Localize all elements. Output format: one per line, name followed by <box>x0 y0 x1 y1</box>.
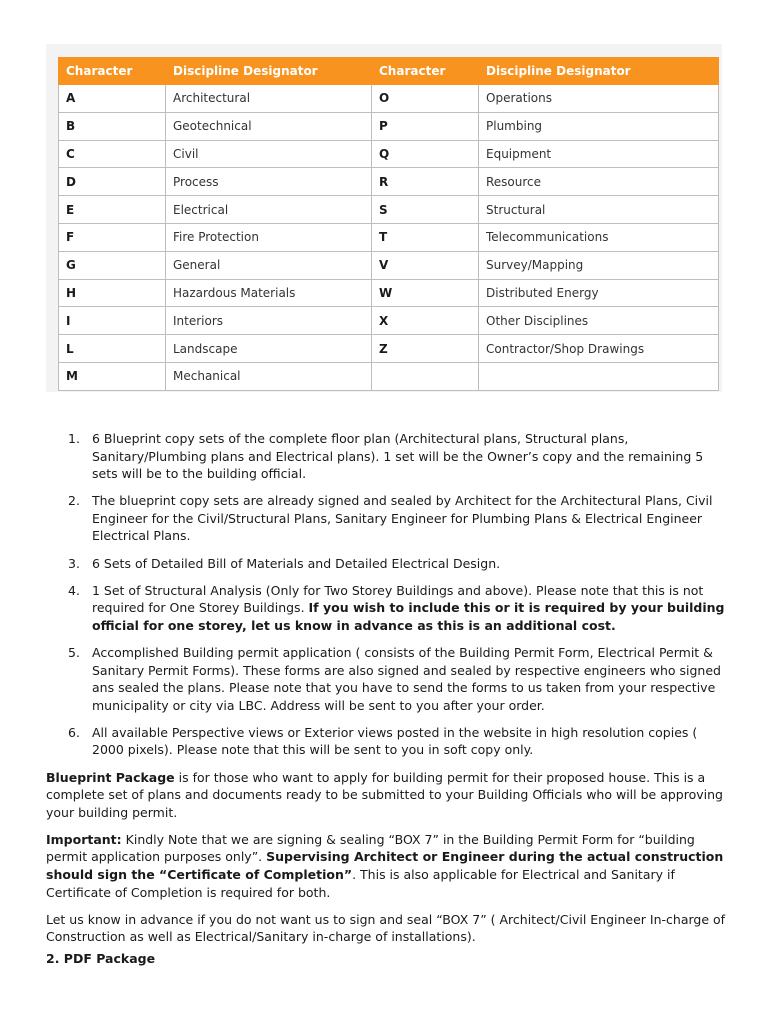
discipline-cell: Landscape <box>166 335 372 363</box>
list-item <box>46 582 726 635</box>
character-cell: E <box>59 196 166 224</box>
important-bold: Supervising Architect or Engineer during the actual construction should sign the “Certificate of Completion” <box>46 849 724 882</box>
list-item-text: 1 Set of Structural Analysis (Only for Two Storey Buildings and above). Please note that this is not required for One Storey Buildings. <box>92 582 704 616</box>
list-item <box>46 555 726 573</box>
discipline-cell: Other Disciplines <box>479 307 719 335</box>
character-cell: C <box>59 140 166 168</box>
character-cell: P <box>372 112 479 140</box>
discipline-cell: Architectural <box>166 85 372 113</box>
discipline-cell: Fire Protection <box>166 223 372 251</box>
table-row <box>59 335 719 363</box>
discipline-cell: Plumbing <box>479 112 719 140</box>
character-cell <box>372 362 479 390</box>
discipline-cell: Resource <box>479 168 719 196</box>
character-cell: L <box>59 335 166 363</box>
character-cell: X <box>372 307 479 335</box>
character-cell: M <box>59 362 166 390</box>
discipline-cell: Interiors <box>166 307 372 335</box>
character-cell: T <box>372 223 479 251</box>
discipline-cell: Distributed Energy <box>479 279 719 307</box>
character-cell: V <box>372 251 479 279</box>
table-row <box>59 85 719 113</box>
character-cell: S <box>372 196 479 224</box>
discipline-cell: Electrical <box>166 196 372 224</box>
list-item-text: 6 Sets of Detailed Bill of Materials and Detailed Electrical Design. <box>92 555 501 571</box>
list-item-text: All available Perspective views or Exterior views posted in the website in high resolution copies ( 2000 pixels). Please note that this will be sent to you in soft copy only. <box>92 724 698 758</box>
character-cell: D <box>59 168 166 196</box>
discipline-cell: General <box>166 251 372 279</box>
table-row <box>59 279 719 307</box>
character-cell: B <box>59 112 166 140</box>
discipline-cell: Mechanical <box>166 362 372 390</box>
list-item-number: 3. <box>68 555 80 571</box>
list-item-text: Accomplished Building permit application ( consists of the Building Permit Form, Electrical Permit & Sanitary Permit Forms). These forms are also signed and sealed by respective engineers who signed ans sealed the plans. Please note that you have to send the forms to us taken from your respective municipality or city via LBC. Address will be sent to you after your order. <box>92 644 721 713</box>
document-body <box>46 430 726 955</box>
character-cell: Q <box>372 140 479 168</box>
header-character-1: Character <box>59 58 166 85</box>
character-cell: R <box>372 168 479 196</box>
list-item-number: 2. <box>68 493 80 509</box>
list-item <box>46 492 726 545</box>
header-discipline-1: Discipline Designator <box>166 58 372 85</box>
discipline-cell: Survey/Mapping <box>479 251 719 279</box>
list-item-text: The blueprint copy sets are already signed and sealed by Architect for the Architectural Plans, Civil Engineer for the Civil/Structural Plans, Sanitary Engineer for Plumbing Plans & Electrical Engineer Electrical Plans. <box>92 493 713 544</box>
table-header-row <box>59 58 719 85</box>
table-row <box>59 140 719 168</box>
list-item <box>46 644 726 714</box>
list-item <box>46 724 726 759</box>
discipline-cell: Structural <box>479 196 719 224</box>
character-cell: F <box>59 223 166 251</box>
character-cell: I <box>59 307 166 335</box>
important-text: Kindly Note that we are signing & sealing “BOX 7” in the Building Permit Form for “building permit application purposes only”. <box>46 831 695 865</box>
list-item-number: 4. <box>68 582 80 598</box>
important-paragraph <box>46 831 726 901</box>
list-item-number: 1. <box>68 431 80 446</box>
discipline-cell: Civil <box>166 140 372 168</box>
important-lead: Important: <box>46 831 122 847</box>
discipline-cell: Contractor/Shop Drawings <box>479 335 719 363</box>
pdf-package-heading: 2. PDF Package <box>46 951 156 966</box>
character-cell: H <box>59 279 166 307</box>
list-item-number: 6. <box>68 724 80 740</box>
blueprint-paragraph <box>46 769 726 822</box>
discipline-cell: Process <box>166 168 372 196</box>
header-discipline-2: Discipline Designator <box>479 58 719 85</box>
table-row <box>59 196 719 224</box>
blueprint-lead: Blueprint Package <box>46 769 175 785</box>
list-item-text: 6 Blueprint copy sets of the complete floor plan (Architectural plans, Structural plans, Sanitary/Plumbing plans and Electrical plans). 1 set will be the Owner’s copy and the remaining 5 sets will be to the building official. <box>92 431 704 482</box>
table-row <box>59 168 719 196</box>
discipline-cell <box>479 362 719 390</box>
discipline-cell: Telecommunications <box>479 223 719 251</box>
blueprint-text: is for those who want to apply for building permit for their proposed house. This is a complete set of plans and documents ready to be submitted to your Building Officials who will be approving your building permit. <box>46 769 723 820</box>
table-row <box>59 251 719 279</box>
discipline-cell: Hazardous Materials <box>166 279 372 307</box>
header-character-2: Character <box>372 58 479 85</box>
discipline-cell: Operations <box>479 85 719 113</box>
character-cell: W <box>372 279 479 307</box>
character-cell: G <box>59 251 166 279</box>
discipline-designator-table <box>58 57 719 391</box>
character-cell: O <box>372 85 479 113</box>
table-row <box>59 362 719 390</box>
table-row <box>59 112 719 140</box>
advance-note-paragraph: Let us know in advance if you do not want us to sign and seal “BOX 7” ( Architect/Civil Engineer In-charge of Construction as well as Electrical/Sanitary in-charge of installations). <box>46 911 726 945</box>
list-item <box>46 430 726 483</box>
list-item-bold-text: If you wish to include this or it is required by your building official for one storey, let us know in advance as this is an additional cost. <box>92 600 725 633</box>
discipline-cell: Geotechnical <box>166 112 372 140</box>
character-cell: Z <box>372 335 479 363</box>
table-row <box>59 223 719 251</box>
requirements-list <box>46 430 726 759</box>
table-row <box>59 307 719 335</box>
list-item-number: 5. <box>68 644 80 660</box>
discipline-cell: Equipment <box>479 140 719 168</box>
discipline-table-panel <box>46 44 722 392</box>
important-tail: . This is also applicable for Electrical and Sanitary if Certificate of Completion is required for both. <box>46 866 675 900</box>
character-cell: A <box>59 85 166 113</box>
